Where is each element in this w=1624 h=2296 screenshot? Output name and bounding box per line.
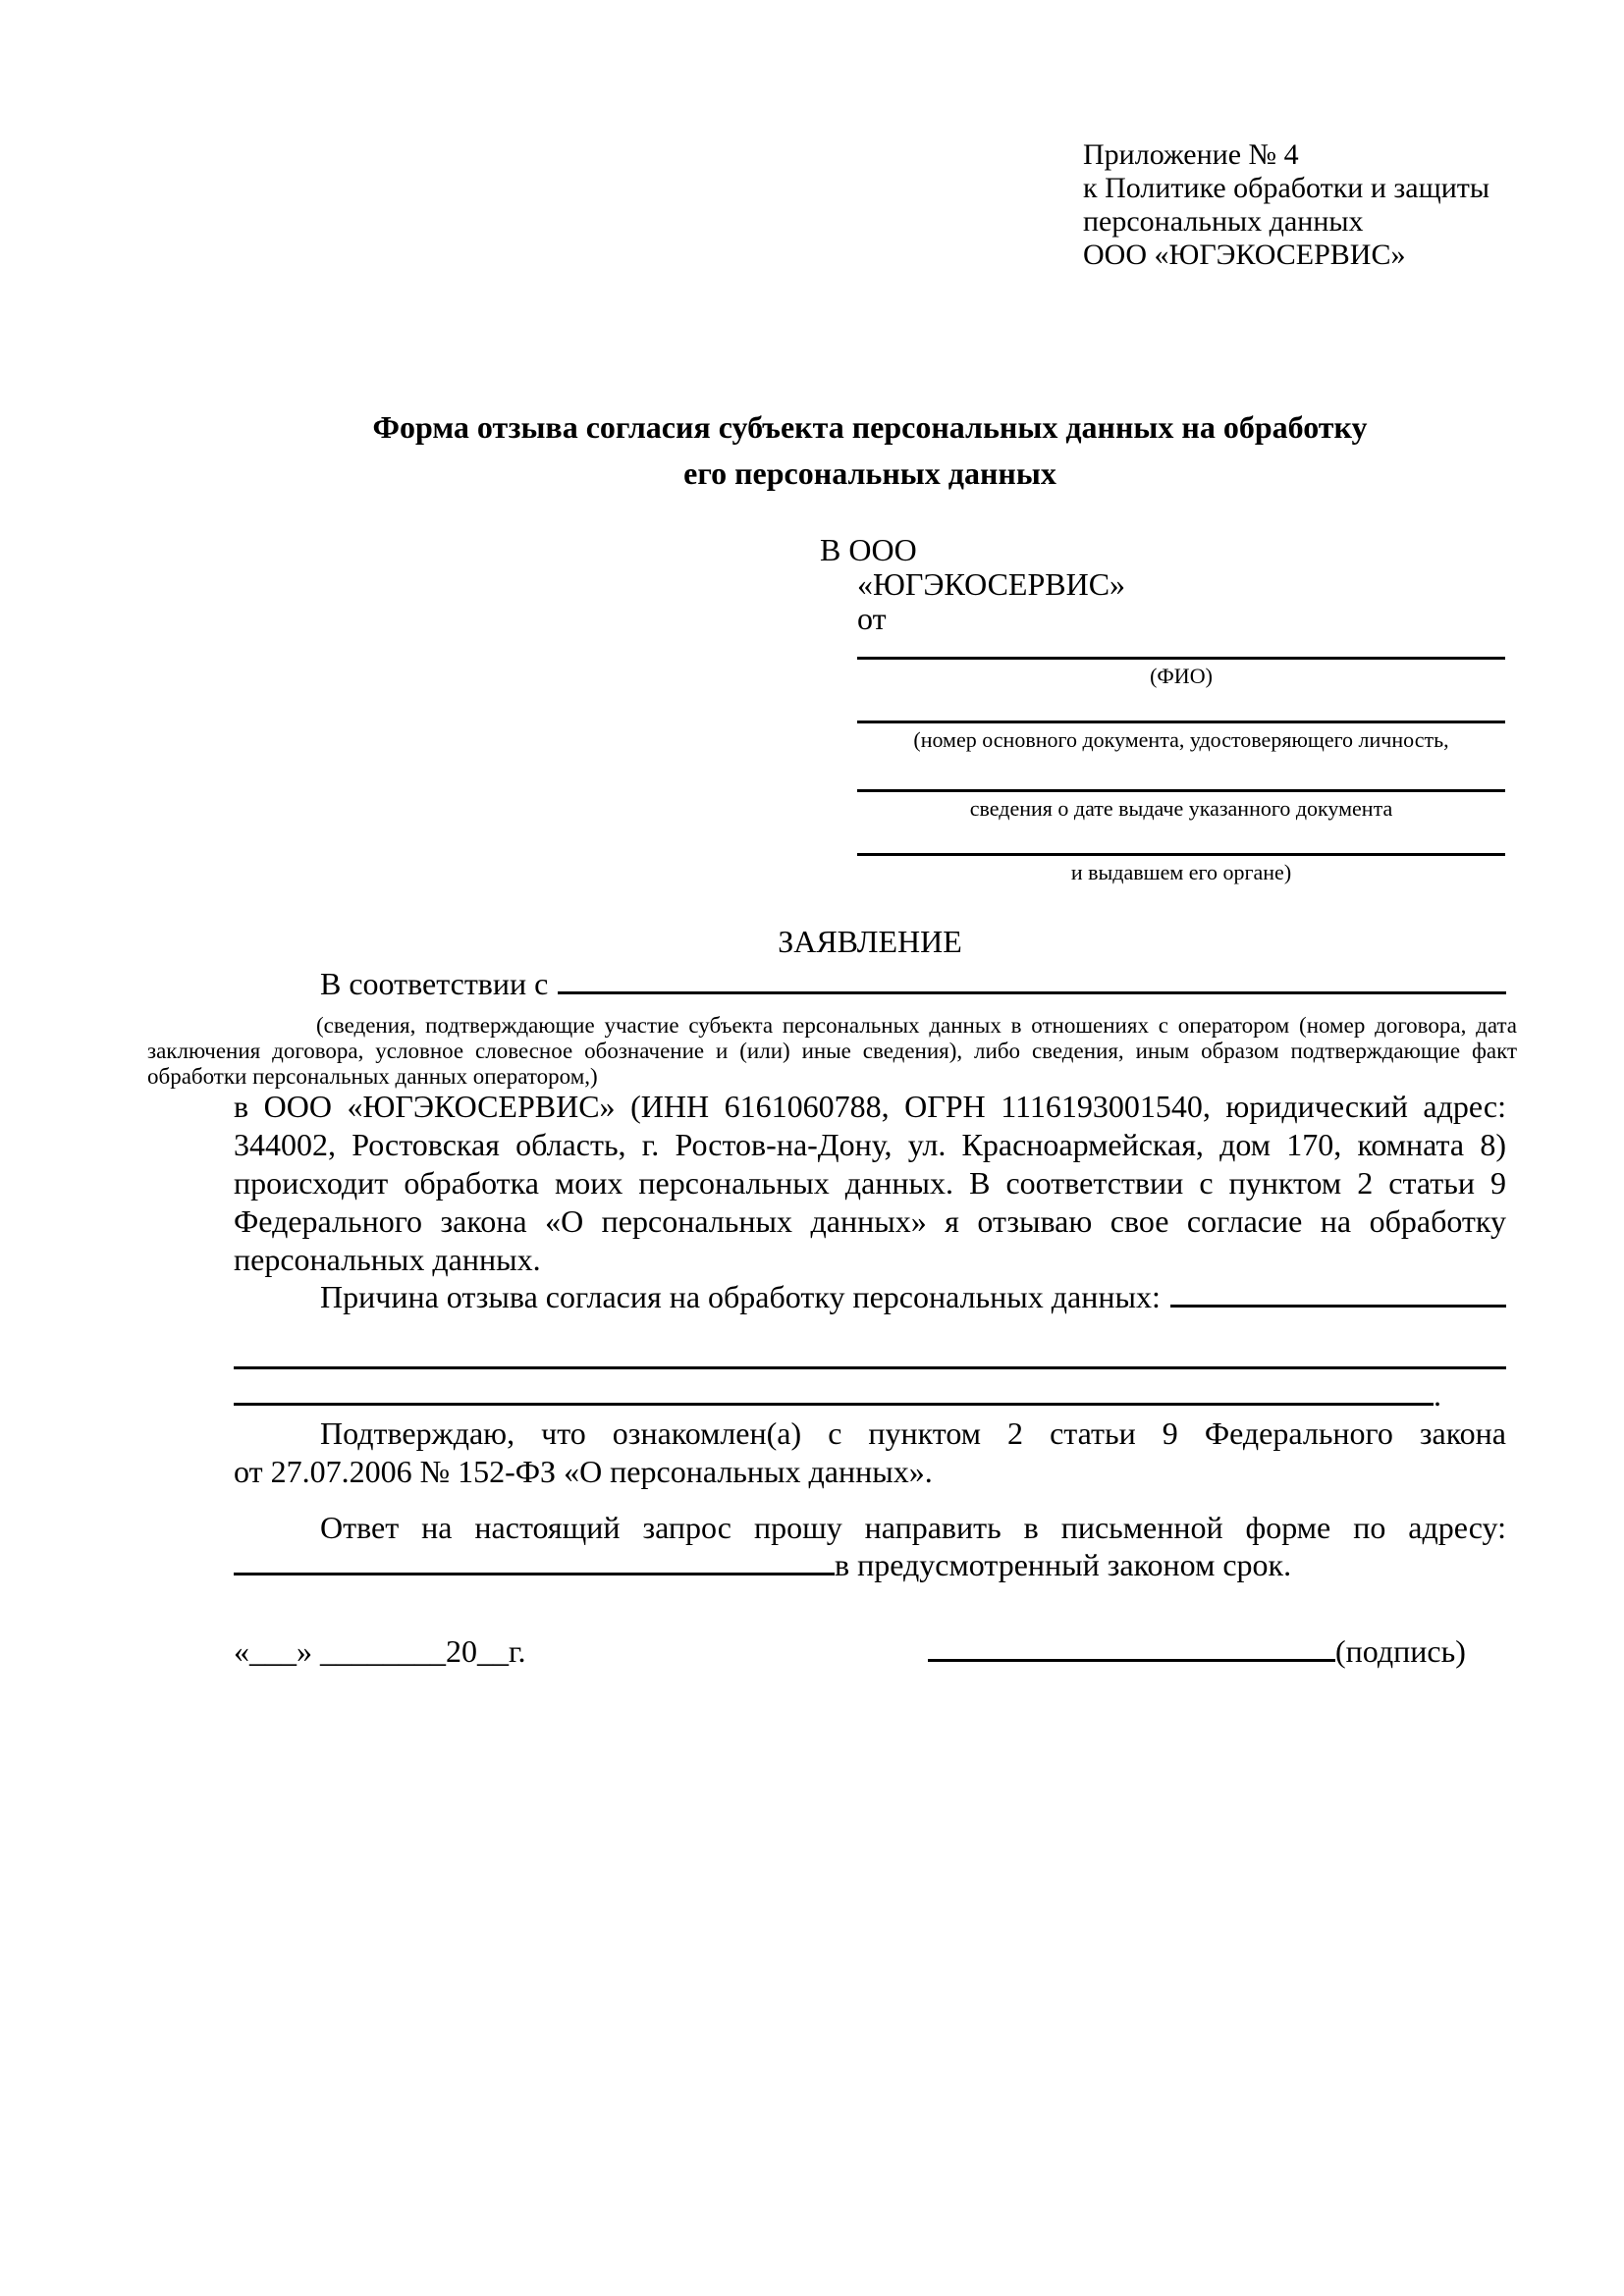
main-paragraph-line: персональных данных. — [234, 1242, 541, 1277]
reason-label: Причина отзыва согласия на обработку персональных данных: — [320, 1279, 1161, 1314]
small-note-line: (сведения, подтверждающие участие субъекта персональных данных в отношениях с оператором (номер договора, дата — [316, 1013, 1517, 1038]
document-number-caption: (номер основного документа, удостоверяющего личность, — [913, 727, 1449, 752]
appendix-note-line: Приложение № 4 — [1083, 138, 1299, 171]
reason-row — [234, 1279, 1506, 1315]
document-number-blank-line — [857, 721, 1505, 723]
reason-blank-line-3-row — [234, 1377, 1506, 1414]
fio-caption: (ФИО) — [1150, 664, 1213, 688]
issue-date-blank-line — [857, 789, 1505, 792]
fio-blank-line — [857, 657, 1505, 660]
reason-blank-line-2 — [234, 1366, 1506, 1369]
confirm-paragraph-line: Подтверждаю, что ознакомлен(а) с пунктом 2 статьи 9 Федерального закона — [320, 1415, 1506, 1451]
addressee-line: «ЮГЭКОСЕРВИС» — [857, 566, 1126, 602]
small-note — [147, 1013, 1517, 1090]
response-address-row — [234, 1547, 1506, 1583]
main-paragraph-line: 344002, Ростовская область, г. Ростов-на-Дону, ул. Красноармейская, дом 170, комната 8) — [234, 1127, 1506, 1162]
confirm-paragraph-line: от 27.07.2006 № 152-ФЗ «О персональных данных». — [234, 1454, 933, 1489]
appendix-note-line: ООО «ЮГЭКОСЕРВИС» — [1083, 239, 1406, 271]
according-row — [320, 966, 1506, 1002]
appendix-note — [1083, 138, 1489, 272]
statement-heading: ЗАЯВЛЕНИЕ — [778, 924, 962, 959]
address-blank-line — [234, 1573, 835, 1575]
main-paragraph-line: происходит обработка моих персональных данных. В соответствии с пунктом 2 статьи 9 — [234, 1165, 1506, 1201]
issuing-authority-blank-line — [857, 853, 1505, 856]
main-paragraph — [234, 1088, 1506, 1279]
addressee-line: от — [857, 601, 887, 636]
main-paragraph-line: в ООО «ЮГЭКОСЕРВИС» (ИНН 6161060788, ОГРН 1116193001540, юридический адрес: — [234, 1089, 1506, 1124]
addressee-block — [820, 533, 1125, 636]
issue-date-caption: сведения о дате выдаче указанного документа — [969, 796, 1393, 821]
response-paragraph-tail: в предусмотренный законом срок. — [835, 1547, 1292, 1582]
according-blank-line — [558, 991, 1506, 994]
date-blank: «___» ________20__г. — [234, 1633, 526, 1669]
issuing-authority-caption: и выдавшем его органе) — [1070, 860, 1292, 884]
main-paragraph-line: Федерального закона «О персональных данных» я отзываю свое согласие на обработку — [234, 1203, 1506, 1239]
appendix-note-line: персональных данных — [1083, 205, 1364, 238]
small-note-line: обработки персональных данных оператором,) — [147, 1064, 598, 1089]
reason-blank-line-3 — [234, 1403, 1434, 1406]
response-paragraph-line: Ответ на настоящий запрос прошу направить в письменной форме по адресу: — [320, 1510, 1506, 1545]
addressee-line: В ООО — [820, 532, 917, 567]
signature-blank-line — [928, 1659, 1335, 1662]
reason-blank-line — [1170, 1305, 1506, 1308]
signature-caption: (подпись) — [1335, 1633, 1466, 1669]
document-title-line: Форма отзыва согласия субъекта персональных данных на обработку — [372, 409, 1368, 445]
according-prefix: В соответствии с — [320, 966, 549, 1001]
document-title-line: его персональных данных — [683, 455, 1056, 491]
signature-row — [928, 1633, 1506, 1670]
appendix-note-line: к Политике обработки и защиты — [1083, 172, 1490, 204]
confirm-paragraph — [234, 1415, 1506, 1491]
document-title — [234, 404, 1506, 497]
small-note-line: заключения договора, условное словесное обозначение и (или) иные сведения), либо сведения, иным образом подтверждающие факт — [147, 1039, 1517, 1063]
trailing-period: . — [1434, 1377, 1441, 1413]
